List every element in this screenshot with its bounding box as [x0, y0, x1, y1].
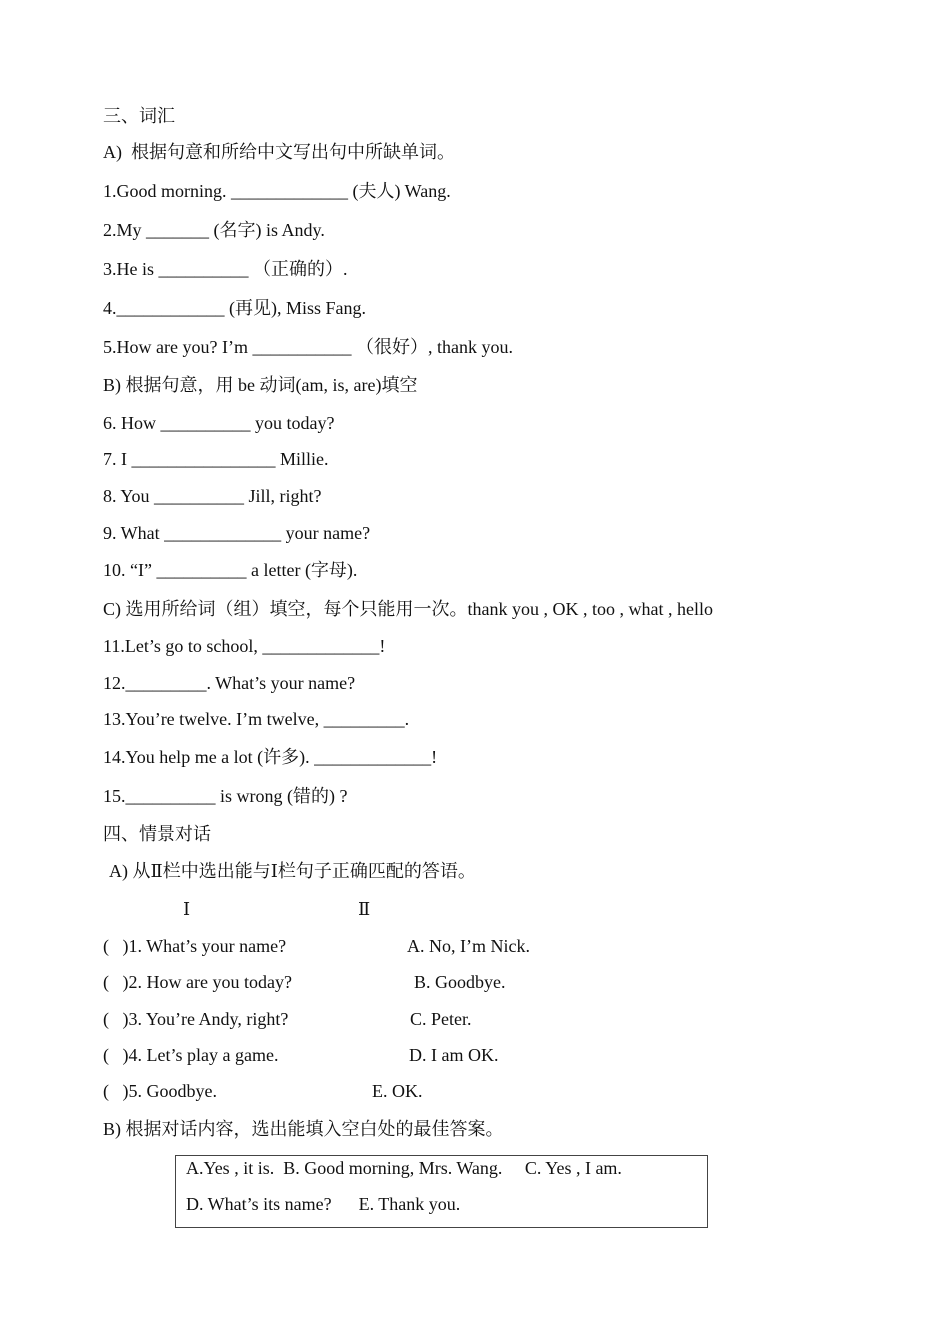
question-15: 15.__________ is wrong (错的) ? — [103, 786, 348, 806]
match-question-3: ( )3. You’re Andy, right? — [103, 1009, 289, 1029]
match-question-4: ( )4. Let’s play a game. — [103, 1045, 279, 1065]
question-8: 8. You __________ Jill, right? — [103, 486, 322, 506]
question-11: 11.Let’s go to school, _____________! — [103, 636, 386, 656]
question-3: 3.He is __________ （正确的）. — [103, 259, 348, 279]
part-a-instruction: A) 根据句意和所给中文写出句中所缺单词。 — [103, 142, 455, 162]
match-question-1: ( )1. What’s your name? — [103, 936, 287, 956]
match-question-5: ( )5. Goodbye. — [103, 1081, 217, 1101]
match-answer-b: B. Goodbye. — [414, 972, 506, 992]
match-answer-a: A. No, I’m Nick. — [407, 936, 530, 956]
dialogue-part-b-instruction: B) 根据对话内容，选出能填入空白处的最佳答案。 — [103, 1119, 504, 1139]
dialogue-part-a-instruction: A) 从Ⅱ栏中选出能与Ⅰ栏句子正确匹配的答语。 — [109, 861, 476, 881]
question-13: 13.You’re twelve. I’m twelve, _________. — [103, 709, 410, 729]
options-line-2: D. What’s its name? E. Thank you. — [186, 1194, 461, 1214]
question-10: 10. “I” __________ a letter (字母). — [103, 560, 358, 580]
question-2: 2.My _______ (名字) is Andy. — [103, 220, 325, 240]
match-question-2: ( )2. How are you today? — [103, 972, 292, 992]
part-b-instruction: B) 根据句意，用 be 动词(am, is, are)填空 — [103, 375, 418, 395]
column-header-1: Ⅰ — [183, 899, 191, 919]
options-box — [175, 1155, 708, 1228]
question-9: 9. What _____________ your name? — [103, 523, 371, 543]
question-4: 4.____________ (再见), Miss Fang. — [103, 298, 367, 318]
question-12: 12._________. What’s your name? — [103, 673, 356, 693]
match-answer-e: E. OK. — [372, 1081, 423, 1101]
question-6: 6. How __________ you today? — [103, 413, 335, 433]
question-1: 1.Good morning. _____________ (夫人) Wang. — [103, 181, 451, 201]
section-3-title: 三、词汇 — [103, 106, 175, 126]
match-answer-c: C. Peter. — [410, 1009, 472, 1029]
options-line-1: A.Yes , it is. B. Good morning, Mrs. Wang. C. Yes , I am. — [186, 1158, 622, 1178]
question-5: 5.How are you? I’m ___________ （很好）, thank you. — [103, 337, 513, 357]
question-14: 14.You help me a lot (许多). _____________! — [103, 747, 438, 767]
column-header-2: Ⅱ — [358, 899, 371, 919]
question-7: 7. I ________________ Millie. — [103, 449, 329, 469]
part-c-instruction: C) 选用所给词（组）填空，每个只能用一次。thank you , OK , too , what , hello — [103, 599, 713, 619]
match-answer-d: D. I am OK. — [409, 1045, 499, 1065]
section-4-title: 四、情景对话 — [103, 824, 211, 844]
